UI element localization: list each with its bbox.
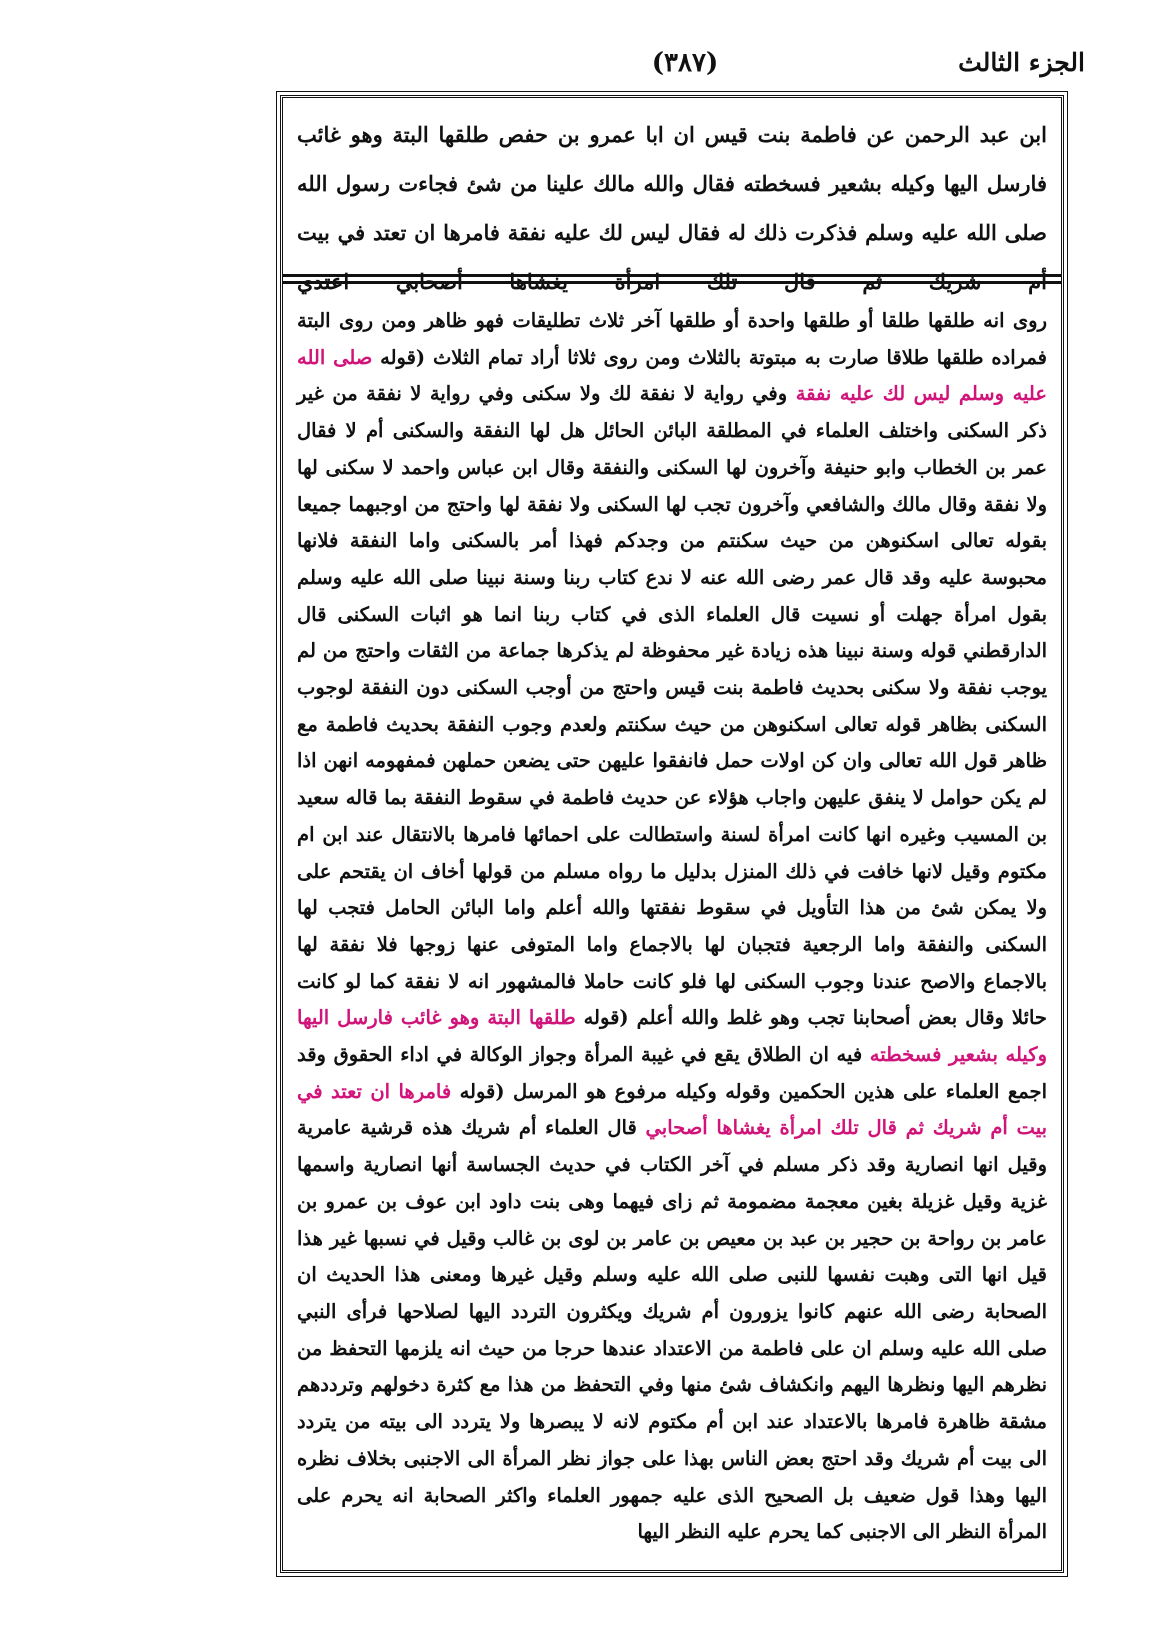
commentary-body [297, 303, 1047, 1560]
hadith-text-box [297, 110, 1047, 294]
highlighted-quote-2: طلقها البتة وهو غائب فارسل اليها وكيله بشعير فسخطته [297, 1006, 1047, 1067]
commentary-text-3: فيه ان الطلاق يقع في غيبة المرأة وجواز الوكالة في اداء الحقوق وقد اجمع العلماء على هذين الحكمين وقوله وكيله مرفوع هو المرسل (قوله [297, 1043, 1047, 1103]
commentary-text-4: قال العلماء أم شريك هذه قرشية عامرية وقيل انها انصارية وقد ذكر مسلم في آخر الكتاب في حديث الجساسة أنها انصارية واسمها غزية وقيل غزيلة بغين معجمة مضمومة ثم زاى فيهما وهى بنت داود ابن عوف بن عمرو بن عامر بن رواحة بن حجير بن عبد بن معيص بن عامر بن لوى بن غالب وقيل في نسبها غير هذا قيل انها التى وهبت نفسها للنبى صلى الله عليه وسلم وقيل غيرها ومعنى هذا الحديث ان الصحابة رضى الله عنهم كانوا يزورون أم شريك ويكثرون التردد اليها لصلاحها فرأى النبي صلى الله عليه وسلم ان على فاطمة من الاعتداد عندها حرجا من حيث انه يلزمها التحفظ من نظرهم اليها ونظرها اليهم وانكشاف شئ منها وفي التحفظ من هذا مع كثرة دخولهم وترددهم مشقة ظاهرة فامرها بالاعتداد عند ابن أم مكتوم لانه لا يبصرها ولا يتردد الى بيته من يتردد الى بيت أم شريك وقد احتج بعض الناس بهذا على جواز نظر المرأة الى الاجنبى بخلاف نظره اليها وهذا قول ضعيف بل الصحيح الذى عليه جمهور العلماء واكثر الصحابة انه يحرم على المرأة النظر الى الاجنبى كما يحرم عليه النظر اليها [297, 1116, 1047, 1544]
hadith-text: ابن عبد الرحمن عن فاطمة بنت قيس ان ابا عمرو بن حفص طلقها البتة وهو غائب فارسل اليها وكيله بشعير فسخطته فقال والله مالك علينا من شئ فجاءت رسول الله صلى الله عليه وسلم فذكرت ذلك له فقال ليس لك عليه نفقة فامرها ان تعتد في بيت أم شريك ثم قال تلك امرأة يغشاها أصحابي اعتدي [297, 122, 1047, 294]
commentary-text-2: وفي رواية لا نفقة لك ولا سكنى وفي رواية لا نفقة من غير ذكر السكنى واختلف العلماء في المطلقة البائن الحائل هل لها النفقة والسكنى أم لا فقال عمر بن الخطاب وابو حنيفة وآخرون لها السكنى والنفقة وقال ابن عباس واحمد لا سكنى لها ولا نفقة وقال مالك والشافعي وآخرون تجب لها السكنى ولا نفقة لها واحتج من اوجبهما جميعا بقوله تعالى اسكنوهن من حيث سكنتم من وجدكم فهذا أمر بالسكنى واما النفقة فلانها محبوسة عليه وقد قال عمر رضى الله عنه لا ندع كتاب ربنا وسنة نبينا صلى الله عليه وسلم بقول امرأة جهلت أو نسيت قال العلماء الذى في كتاب ربنا انما هو اثبات السكنى قال الدارقطني قوله وسنة نبينا هذه زيادة غير محفوظة لم يذكرها جماعة من الثقات واحتج من لم يوجب نفقة ولا سكنى بحديث فاطمة بنت قيس واحتج من أوجب السكنى دون النفقة لوجوب السكنى بظاهر قوله تعالى اسكنوهن من حيث سكنتم ولعدم وجوب النفقة بحديث فاطمة مع ظاهر قول الله تعالى وان كن اولات حمل فانفقوا عليهن حتى يضعن حملهن فمفهومه انهن اذا لم يكن حوامل لا ينفق عليهن واجاب هؤلاء عن حديث فاطمة في سقوط النفقة بما قاله سعيد بن المسيب وغيره انها كانت امرأة لسنة واستطالت على احمائها فامرها بالانتقال عند ابن ام مكتوم وقيل لانها خافت في ذلك المنزل بدليل ما رواه مسلم من قولها أخاف ان يقتحم على ولا يمكن شئ من هذا التأويل في سقوط نفقتها والله أعلم واما البائن الحامل فتجب لها السكنى والنفقة واما الرجعية فتجبان لها بالاجماع واما المتوفى عنها زوجها فلا نفقة لها بالاجماع والاصح عندنا وجوب السكنى لها فلو كانت حاملا فالمشهور انه لا نفقة كما لو كانت حائلا وقال بعض أصحابنا تجب وهو غلط والله أعلم (قوله [297, 382, 1047, 1030]
highlighted-quote-3: فامرها ان تعتد في بيت أم شريك ثم قال تلك امرأة يغشاها أصحابي [297, 1079, 1047, 1140]
commentary-text-1: روى انه طلقها طلقا أو طلقها واحدة أو طلقها آخر ثلاث تطليقات فهو ظاهر ومن روى البتة فمراده طلقها طلاقا صارت به مبتوتة بالثلاث ومن روى ثلاثا أراد تمام الثلاث (قوله [297, 309, 1047, 369]
commentary-paragraph [297, 303, 1047, 1551]
page-frame [280, 95, 1064, 1573]
page-header [285, 44, 1085, 94]
part-title: الجزء الثالث [958, 48, 1085, 77]
highlighted-quote-1: صلى الله عليه وسلم ليس لك عليه نفقة [297, 345, 1047, 406]
page-number: (٣٨٧) [651, 48, 719, 78]
double-rule-divider [283, 274, 1061, 284]
